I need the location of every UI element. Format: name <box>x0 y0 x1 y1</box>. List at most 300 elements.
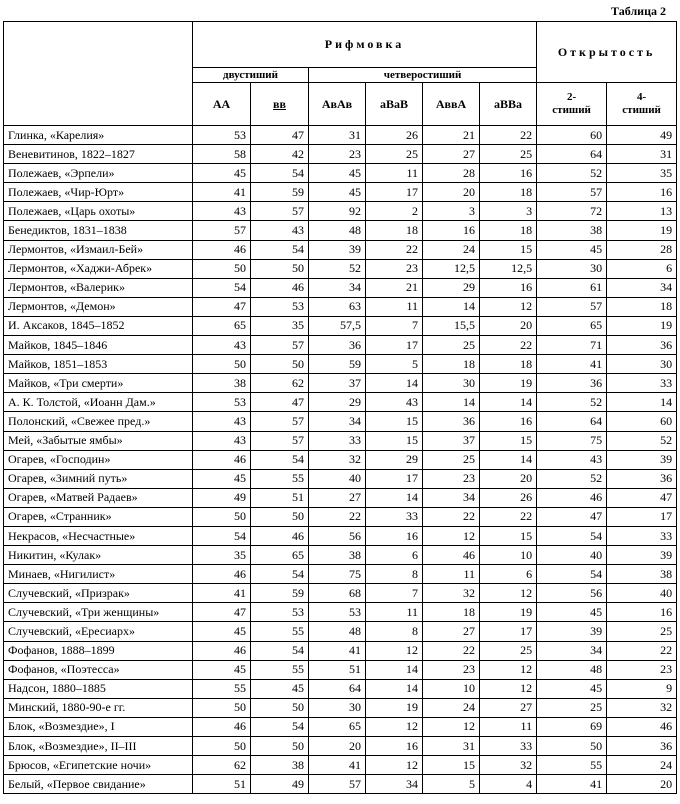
table-row <box>4 202 677 221</box>
table-cell: 54 <box>537 565 607 584</box>
table-cell: 15 <box>480 431 537 450</box>
table-row <box>4 469 677 488</box>
table-row <box>4 240 677 259</box>
table-cell: 36 <box>537 374 607 393</box>
table-cell: 45 <box>309 164 366 183</box>
table-cell: 14 <box>366 679 423 698</box>
table-cell: 11 <box>366 603 423 622</box>
table-cell: 18 <box>480 221 537 240</box>
table-cell: 46 <box>193 717 251 736</box>
table-cell: 25 <box>537 698 607 717</box>
table-cell: 50 <box>251 737 309 756</box>
table-cell: 39 <box>607 546 677 565</box>
table-cell: 8 <box>366 565 423 584</box>
table-cell: 40 <box>309 469 366 488</box>
table-cell: 12,5 <box>480 259 537 278</box>
table-cell: 32 <box>607 698 677 717</box>
table-cell: 54 <box>251 240 309 259</box>
table-cell: 57 <box>193 221 251 240</box>
table-cell: 28 <box>423 164 480 183</box>
row-label: Майков, 1845–1846 <box>4 336 193 355</box>
table-cell: 17 <box>480 622 537 641</box>
table-cell: 47 <box>193 603 251 622</box>
table-cell: 18 <box>366 221 423 240</box>
table-row <box>4 526 677 545</box>
table-cell: 13 <box>607 202 677 221</box>
table-cell: 12 <box>480 660 537 679</box>
table-row <box>4 221 677 240</box>
table-cell: 37 <box>423 431 480 450</box>
row-label: Некрасов, «Несчастные» <box>4 526 193 545</box>
table-cell: 22 <box>423 507 480 526</box>
table-cell: 52 <box>537 164 607 183</box>
table-cell: 14 <box>366 374 423 393</box>
table-cell: 65 <box>193 316 251 335</box>
table-cell: 12,5 <box>423 259 480 278</box>
table-cell: 52 <box>607 431 677 450</box>
table-cell: 27 <box>309 488 366 507</box>
col-header: АА <box>193 83 251 126</box>
table-cell: 61 <box>537 278 607 297</box>
row-label: Огарев, «Матвей Радаев» <box>4 488 193 507</box>
table-cell: 15,5 <box>423 316 480 335</box>
table-cell: 41 <box>537 775 607 794</box>
table-row <box>4 336 677 355</box>
table-cell: 30 <box>537 259 607 278</box>
table-cell: 20 <box>607 775 677 794</box>
table-cell: 49 <box>251 775 309 794</box>
table-cell: 47 <box>251 126 309 145</box>
table-cell: 45 <box>537 240 607 259</box>
table-cell: 15 <box>366 412 423 431</box>
table-cell: 51 <box>251 488 309 507</box>
table-cell: 21 <box>366 278 423 297</box>
table-cell: 64 <box>309 679 366 698</box>
table-cell: 43 <box>193 431 251 450</box>
row-label: Огарев, «Зимний путь» <box>4 469 193 488</box>
table-cell: 43 <box>537 450 607 469</box>
table-cell: 41 <box>193 183 251 202</box>
table-cell: 46 <box>607 717 677 736</box>
table-cell: 14 <box>480 450 537 469</box>
table-cell: 23 <box>423 660 480 679</box>
table-cell: 16 <box>607 603 677 622</box>
table-cell: 57 <box>251 336 309 355</box>
table-cell: 50 <box>251 355 309 374</box>
table-cell: 20 <box>480 469 537 488</box>
table-cell: 18 <box>607 297 677 316</box>
table-cell: 34 <box>366 775 423 794</box>
row-label: Лермонтов, «Валерик» <box>4 278 193 297</box>
table-cell: 25 <box>423 336 480 355</box>
table-cell: 7 <box>366 316 423 335</box>
table-cell: 53 <box>309 603 366 622</box>
table-cell: 16 <box>480 278 537 297</box>
table-cell: 12 <box>366 641 423 660</box>
table-cell: 11 <box>480 717 537 736</box>
table-cell: 52 <box>309 259 366 278</box>
table-row <box>4 737 677 756</box>
table-cell: 14 <box>423 393 480 412</box>
table-cell: 46 <box>193 240 251 259</box>
table-cell: 43 <box>193 202 251 221</box>
table-cell: 43 <box>193 412 251 431</box>
table-cell: 36 <box>607 336 677 355</box>
table-cell: 30 <box>607 355 677 374</box>
table-cell: 16 <box>607 183 677 202</box>
table-cell: 50 <box>193 737 251 756</box>
table-cell: 50 <box>193 259 251 278</box>
table-cell: 38 <box>193 374 251 393</box>
table-cell: 59 <box>251 183 309 202</box>
table-cell: 46 <box>423 546 480 565</box>
table-cell: 64 <box>537 412 607 431</box>
table-cell: 17 <box>366 469 423 488</box>
table-cell: 22 <box>423 641 480 660</box>
table-cell: 49 <box>607 126 677 145</box>
table-cell: 42 <box>251 145 309 164</box>
table-cell: 46 <box>193 450 251 469</box>
table-cell: 16 <box>480 164 537 183</box>
table-cell: 39 <box>607 450 677 469</box>
table-cell: 25 <box>423 450 480 469</box>
table-cell: 92 <box>309 202 366 221</box>
table-cell: 68 <box>309 584 366 603</box>
table-cell: 60 <box>607 412 677 431</box>
table-cell: 35 <box>607 164 677 183</box>
table-cell: 54 <box>193 278 251 297</box>
row-label: Полежаев, «Эрпели» <box>4 164 193 183</box>
table-cell: 25 <box>480 145 537 164</box>
table-cell: 35 <box>193 546 251 565</box>
table-cell: 6 <box>366 546 423 565</box>
table-cell: 39 <box>537 622 607 641</box>
table-cell: 75 <box>537 431 607 450</box>
row-label: Блок, «Возмездие», I <box>4 717 193 736</box>
table-row <box>4 546 677 565</box>
table-cell: 22 <box>366 240 423 259</box>
table-cell: 33 <box>607 374 677 393</box>
table-cell: 12 <box>423 526 480 545</box>
table-cell: 6 <box>607 259 677 278</box>
table-cell: 35 <box>251 316 309 335</box>
row-label: Майков, «Три смерти» <box>4 374 193 393</box>
table-cell: 12 <box>480 297 537 316</box>
table-cell: 41 <box>309 756 366 775</box>
table-cell: 22 <box>480 126 537 145</box>
row-label: Полонский, «Свежее пред.» <box>4 412 193 431</box>
col-header: 4- стиший <box>607 83 677 126</box>
row-label: Брюсов, «Египетские ночи» <box>4 756 193 775</box>
table-cell: 46 <box>537 488 607 507</box>
table-cell: 46 <box>193 641 251 660</box>
row-label: Лермонтов, «Измаил-Бей» <box>4 240 193 259</box>
table-cell: 45 <box>193 469 251 488</box>
table-cell: 41 <box>193 584 251 603</box>
table-cell: 24 <box>423 698 480 717</box>
table-cell: 48 <box>309 622 366 641</box>
row-label: Фофанов, 1888–1899 <box>4 641 193 660</box>
table-cell: 34 <box>423 488 480 507</box>
table-cell: 65 <box>251 546 309 565</box>
table-cell: 69 <box>537 717 607 736</box>
table-cell: 62 <box>193 756 251 775</box>
table-cell: 36 <box>607 469 677 488</box>
table-cell: 22 <box>607 641 677 660</box>
table-cell: 52 <box>537 393 607 412</box>
table-cell: 30 <box>423 374 480 393</box>
table-cell: 39 <box>309 240 366 259</box>
table-cell: 24 <box>423 240 480 259</box>
table-row <box>4 259 677 278</box>
table-cell: 57 <box>251 431 309 450</box>
table-cell: 22 <box>480 507 537 526</box>
table-cell: 29 <box>309 393 366 412</box>
table-cell: 45 <box>537 679 607 698</box>
table-cell: 58 <box>193 145 251 164</box>
table-cell: 45 <box>309 183 366 202</box>
table-cell: 12 <box>366 756 423 775</box>
table-cell: 43 <box>251 221 309 240</box>
table-row <box>4 145 677 164</box>
table-cell: 60 <box>537 126 607 145</box>
table-cell: 51 <box>309 660 366 679</box>
table-cell: 4 <box>480 775 537 794</box>
col-header: аВаВ <box>366 83 423 126</box>
table-cell: 32 <box>480 756 537 775</box>
table-row <box>4 698 677 717</box>
table-cell: 17 <box>366 183 423 202</box>
table-cell: 11 <box>366 297 423 316</box>
row-label: Надсон, 1880–1885 <box>4 679 193 698</box>
table-cell: 15 <box>423 756 480 775</box>
table-cell: 29 <box>423 278 480 297</box>
table-cell: 20 <box>480 316 537 335</box>
table-cell: 45 <box>193 660 251 679</box>
table-cell: 51 <box>193 775 251 794</box>
row-label: Мей, «Забытые ямбы» <box>4 431 193 450</box>
table-cell: 2 <box>366 202 423 221</box>
table-cell: 36 <box>309 336 366 355</box>
table-cell: 25 <box>366 145 423 164</box>
table-cell: 16 <box>480 412 537 431</box>
table-row <box>4 584 677 603</box>
table-cell: 23 <box>607 660 677 679</box>
row-label: Случевский, «Три женщины» <box>4 603 193 622</box>
header-blank <box>4 22 193 126</box>
table-cell: 25 <box>480 641 537 660</box>
table-cell: 16 <box>366 737 423 756</box>
table-cell: 54 <box>251 565 309 584</box>
header-row-1 <box>4 22 677 68</box>
col-header: вв <box>251 83 309 126</box>
table-cell: 56 <box>309 526 366 545</box>
table-cell: 75 <box>309 565 366 584</box>
table-cell: 62 <box>251 374 309 393</box>
table-cell: 55 <box>537 756 607 775</box>
table-cell: 12 <box>366 717 423 736</box>
table-cell: 7 <box>366 584 423 603</box>
table-cell: 31 <box>607 145 677 164</box>
table-cell: 50 <box>537 737 607 756</box>
table-cell: 54 <box>251 164 309 183</box>
table-cell: 29 <box>366 450 423 469</box>
row-label: Огарев, «Господин» <box>4 450 193 469</box>
table-cell: 50 <box>193 698 251 717</box>
table-cell: 52 <box>537 469 607 488</box>
table-cell: 5 <box>423 775 480 794</box>
table-cell: 11 <box>423 565 480 584</box>
table-cell: 56 <box>537 584 607 603</box>
table-cell: 54 <box>537 526 607 545</box>
table-row <box>4 412 677 431</box>
table-cell: 14 <box>607 393 677 412</box>
table-cell: 18 <box>423 355 480 374</box>
table-cell: 54 <box>251 641 309 660</box>
row-label: Полежаев, «Чир-Юрт» <box>4 183 193 202</box>
table-row <box>4 183 677 202</box>
header-openness: Открытость <box>537 22 677 83</box>
table-cell: 6 <box>480 565 537 584</box>
table-cell: 54 <box>251 450 309 469</box>
table-cell: 26 <box>366 126 423 145</box>
table-cell: 27 <box>423 145 480 164</box>
table-cell: 10 <box>480 546 537 565</box>
table-cell: 47 <box>537 507 607 526</box>
table-cell: 45 <box>193 622 251 641</box>
table-cell: 65 <box>537 316 607 335</box>
table-cell: 48 <box>537 660 607 679</box>
table-row <box>4 679 677 698</box>
table-cell: 12 <box>480 584 537 603</box>
table-cell: 55 <box>193 679 251 698</box>
table-cell: 59 <box>309 355 366 374</box>
table-cell: 33 <box>480 737 537 756</box>
row-label: Случевский, «Ересиарх» <box>4 622 193 641</box>
table-cell: 5 <box>366 355 423 374</box>
table-cell: 3 <box>423 202 480 221</box>
table-cell: 64 <box>537 145 607 164</box>
row-label: Огарев, «Странник» <box>4 507 193 526</box>
table-cell: 38 <box>251 756 309 775</box>
table-cell: 17 <box>366 336 423 355</box>
table-cell: 19 <box>366 698 423 717</box>
table-cell: 36 <box>423 412 480 431</box>
table-cell: 53 <box>193 393 251 412</box>
row-label: Лермонтов, «Демон» <box>4 297 193 316</box>
table-row <box>4 488 677 507</box>
table-cell: 45 <box>251 679 309 698</box>
table-cell: 36 <box>607 737 677 756</box>
table-cell: 57 <box>251 202 309 221</box>
col-header: 2- стиший <box>537 83 607 126</box>
table-row <box>4 164 677 183</box>
table-cell: 28 <box>607 240 677 259</box>
table-cell: 57,5 <box>309 316 366 335</box>
table-cell: 23 <box>309 145 366 164</box>
table-row <box>4 717 677 736</box>
table-cell: 63 <box>309 297 366 316</box>
table-cell: 23 <box>366 259 423 278</box>
data-table <box>3 21 677 794</box>
table-cell: 27 <box>423 622 480 641</box>
table-cell: 31 <box>309 126 366 145</box>
table-row <box>4 507 677 526</box>
table-cell: 40 <box>607 584 677 603</box>
row-label: Майков, 1851–1853 <box>4 355 193 374</box>
table-cell: 45 <box>193 164 251 183</box>
table-cell: 48 <box>309 221 366 240</box>
table-cell: 47 <box>193 297 251 316</box>
table-cell: 34 <box>309 412 366 431</box>
table-row <box>4 603 677 622</box>
table-cell: 72 <box>537 202 607 221</box>
table-row <box>4 756 677 775</box>
table-cell: 11 <box>366 164 423 183</box>
table-cell: 54 <box>193 526 251 545</box>
table-cell: 43 <box>366 393 423 412</box>
table-cell: 18 <box>423 603 480 622</box>
table-cell: 9 <box>607 679 677 698</box>
table-cell: 18 <box>480 183 537 202</box>
table-row <box>4 297 677 316</box>
table-row <box>4 393 677 412</box>
table-cell: 20 <box>309 737 366 756</box>
row-label: Блок, «Возмездие», II–III <box>4 737 193 756</box>
table-row <box>4 355 677 374</box>
table-cell: 23 <box>423 469 480 488</box>
row-label: Бенедиктов, 1831–1838 <box>4 221 193 240</box>
table-caption: Таблица 2 <box>611 4 666 18</box>
table-cell: 71 <box>537 336 607 355</box>
table-cell: 19 <box>480 603 537 622</box>
table-cell: 53 <box>251 603 309 622</box>
table-cell: 14 <box>423 297 480 316</box>
table-cell: 19 <box>480 374 537 393</box>
row-label: Веневитинов, 1822–1827 <box>4 145 193 164</box>
table-cell: 45 <box>537 603 607 622</box>
table-row <box>4 278 677 297</box>
table-cell: 3 <box>480 202 537 221</box>
table-cell: 53 <box>193 126 251 145</box>
row-label: И. Аксаков, 1845–1852 <box>4 316 193 335</box>
table-cell: 27 <box>480 698 537 717</box>
table-cell: 14 <box>480 393 537 412</box>
table-row <box>4 316 677 335</box>
table-cell: 37 <box>309 374 366 393</box>
table-cell: 15 <box>480 240 537 259</box>
row-label: Фофанов, «Поэтесса» <box>4 660 193 679</box>
table-cell: 16 <box>366 526 423 545</box>
row-label: Полежаев, «Царь охоты» <box>4 202 193 221</box>
row-label: Случевский, «Призрак» <box>4 584 193 603</box>
row-label: Никитин, «Кулак» <box>4 546 193 565</box>
table-cell: 40 <box>537 546 607 565</box>
table-cell: 49 <box>193 488 251 507</box>
table-row <box>4 431 677 450</box>
table-cell: 65 <box>309 717 366 736</box>
table-cell: 46 <box>251 278 309 297</box>
table-cell: 50 <box>251 507 309 526</box>
col-header: АвАв <box>309 83 366 126</box>
table-cell: 55 <box>251 622 309 641</box>
table-row <box>4 565 677 584</box>
table-cell: 34 <box>309 278 366 297</box>
table-row <box>4 374 677 393</box>
table-cell: 46 <box>251 526 309 545</box>
table-row <box>4 622 677 641</box>
table-row <box>4 775 677 794</box>
